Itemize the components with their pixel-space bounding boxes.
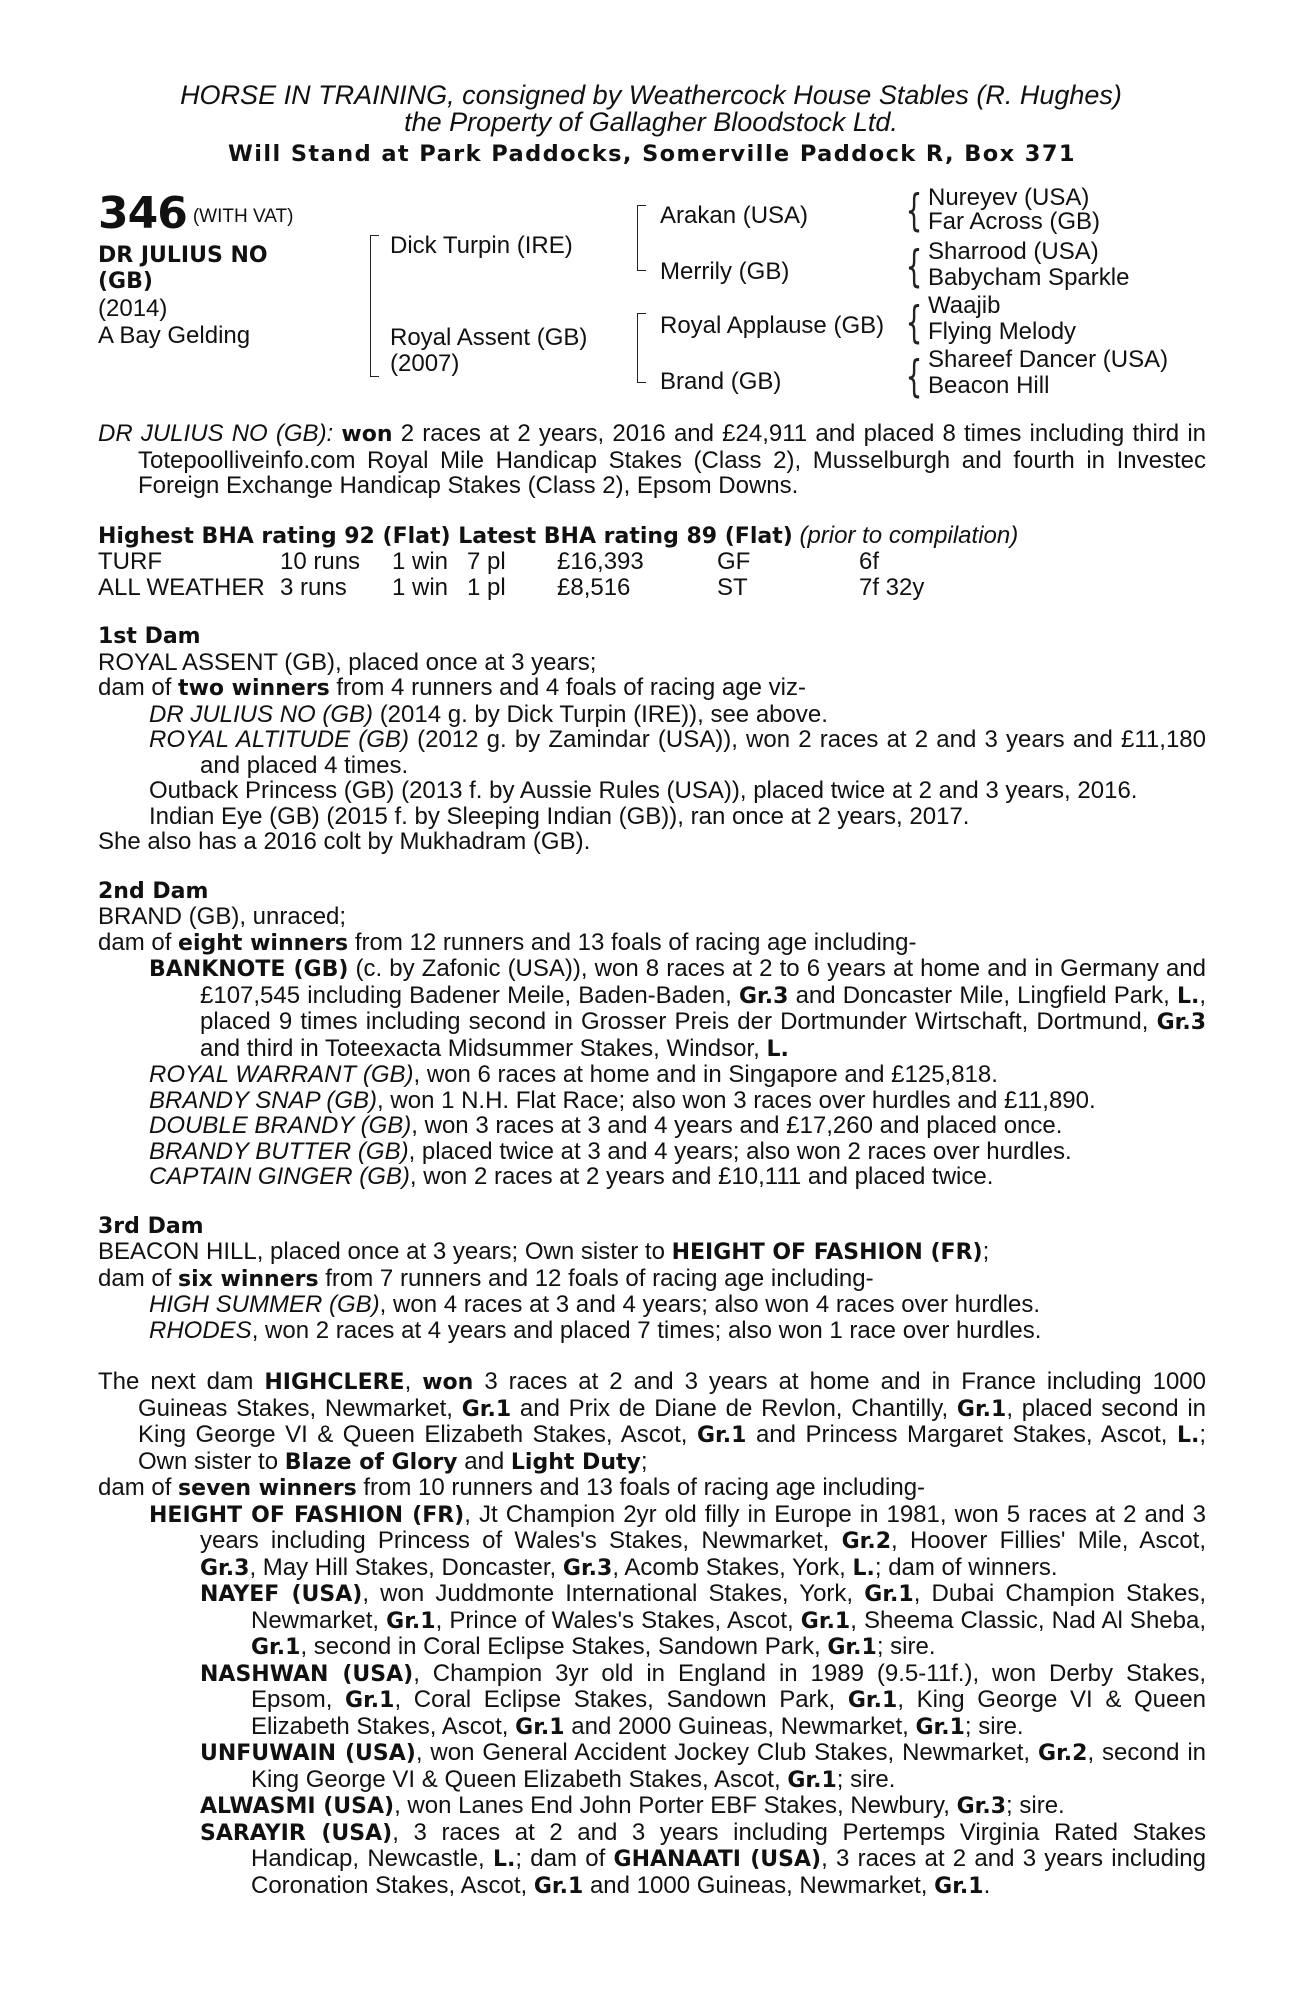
text-run: , 3 races at 2 and 3 years including Coronation Stakes, Ascot, bbox=[251, 1845, 1206, 1899]
summary-horse: DR JULIUS NO (GB): bbox=[98, 420, 334, 447]
surface: ALL WEATHER bbox=[98, 573, 265, 601]
text-run: , won 2 races at 2 years and £10,111 and placed twice. bbox=[409, 1163, 994, 1190]
next-dam-section bbox=[98, 1369, 1206, 1899]
ggp-2: Far Across (GB) bbox=[928, 208, 1101, 235]
text-run: Gr.1 bbox=[251, 1635, 301, 1660]
produce-name: ROYAL WARRANT (GB) bbox=[149, 1061, 414, 1088]
summary-text: 2 races at 2 years, 2016 and £24,911 and placed 8 times including third in Totepoolliveinfo.com Royal Mile Handicap Stakes (Class 2), Musselburgh and fourth in Investec Foreign Exchange Handicap Stakes (Class 2), Epsom Downs. bbox=[138, 420, 1206, 499]
surface: TURF bbox=[98, 548, 162, 575]
produce-text: from 12 runners and 13 foals of racing age including- bbox=[354, 928, 917, 956]
produce-name: HIGH SUMMER (GB) bbox=[149, 1291, 380, 1318]
text-run: Gr.1 bbox=[461, 1396, 512, 1422]
text-run: , King George VI & Queen Elizabeth Stakes, Ascot, bbox=[251, 1686, 1207, 1740]
dam-of-label: dam of bbox=[98, 1264, 172, 1292]
produce-name: DOUBLE BRANDY (GB) bbox=[149, 1112, 412, 1139]
runs: 3 runs bbox=[280, 573, 347, 601]
text-run: won bbox=[422, 1370, 474, 1395]
produce-item bbox=[149, 1502, 1206, 1582]
text-run: Gr.1 bbox=[787, 1767, 837, 1793]
text-run: Gr.3 bbox=[1156, 1010, 1206, 1035]
second-dam-section bbox=[98, 879, 1206, 1190]
text-run: L. bbox=[852, 1555, 875, 1581]
first-dam-line: ROYAL ASSENT (GB), placed once at 3 years; bbox=[98, 648, 597, 676]
consignor-line: HORSE IN TRAINING, consigned by Weathercock House Stables (R. Hughes) bbox=[180, 80, 1122, 110]
text-run: , 3 races at 2 and 3 years including Pertemps Virginia Rated Stakes Handicap, Newcastle, bbox=[251, 1818, 1207, 1872]
text-run: GHANAATI (USA) bbox=[613, 1847, 822, 1872]
text-run: Blaze of Glory bbox=[284, 1449, 458, 1475]
produce-item bbox=[200, 1581, 1206, 1661]
dam-year: (2007) bbox=[390, 350, 460, 377]
second-dam-produce bbox=[98, 930, 1206, 957]
brace-1: { bbox=[905, 185, 923, 236]
text-run: Gr.1 bbox=[515, 1714, 565, 1740]
text-run: , Jt Champion 2yr old filly in Europe in 1981, won 5 races at 2 and 3 years including Princess of Wales's Stakes, Newmarket, bbox=[200, 1500, 1206, 1554]
horse-origin: (GB) bbox=[98, 269, 153, 294]
ggp-7: Shareef Dancer (USA) bbox=[928, 346, 1169, 373]
third-dam-section bbox=[98, 1214, 1206, 1344]
horse-description: A Bay Gelding bbox=[98, 322, 251, 349]
text-run: and third in Toteexacta Midsummer Stakes, Windsor, bbox=[200, 1034, 760, 1062]
produce-item: Outback Princess (GB) (2013 f. by Aussie Rules (USA)), placed twice at 2 and 3 years, 2016. bbox=[149, 777, 1138, 804]
text-run: , won 6 races at home and in Singapore and £125,818. bbox=[413, 1061, 998, 1088]
text-run: Light Duty bbox=[510, 1449, 641, 1475]
text-run: ; sire. bbox=[876, 1633, 936, 1660]
first-dam-section bbox=[98, 624, 1206, 855]
text-run: Gr.1 bbox=[915, 1714, 965, 1740]
text-run: ; sire. bbox=[964, 1712, 1024, 1740]
produce-name: NASHWAN (USA) bbox=[200, 1661, 414, 1687]
text-run: ; dam of winners. bbox=[874, 1553, 1058, 1581]
text-run: 3 races at 2 and 3 years at home and in France including 1000 Guineas Stakes, Newmarket, bbox=[138, 1368, 1207, 1422]
produce-name: ALWASMI (USA) bbox=[200, 1794, 395, 1819]
produce-name: CAPTAIN GINGER (GB) bbox=[149, 1163, 410, 1190]
text-run: , Champion 3yr old in England in 1989 (9.5-11f.), won Derby Stakes, Epsom, bbox=[251, 1659, 1207, 1713]
sire-dam-bracket bbox=[370, 235, 379, 377]
text-run: Gr.1 bbox=[864, 1582, 914, 1607]
brace-4: { bbox=[905, 351, 923, 402]
ratings-heading: Highest BHA rating 92 (Flat) Latest BHA rating 89 (Flat) bbox=[98, 523, 793, 549]
third-dam-heading: 3rd Dam bbox=[98, 1213, 204, 1239]
text-run: , placed twice at 3 and 4 years; also won 2 races over hurdles. bbox=[408, 1137, 1072, 1165]
text-run: ; bbox=[640, 1447, 648, 1475]
produce-detail: (2012 g. by Zamindar (USA)), won 2 races at 2 and 3 years and £11,180 and placed 4 times. bbox=[200, 726, 1206, 779]
property-line: the Property of Gallagher Bloodstock Ltd. bbox=[404, 107, 898, 137]
next-dam-name: HIGHCLERE bbox=[264, 1370, 405, 1395]
produce-item bbox=[149, 1164, 1206, 1190]
distance: 7f 32y bbox=[859, 573, 925, 601]
text-run: , second in King George VI & Queen Elizabeth Stakes, Ascot, bbox=[251, 1739, 1207, 1793]
first-dam-produce bbox=[98, 675, 1206, 702]
text-run: , placed 9 times including second in Grosser Preis der Dortmunder Wirtschaft, Dortmund, bbox=[200, 981, 1207, 1035]
text-run: , Prince of Wales's Stakes, Ascot, bbox=[435, 1606, 794, 1634]
text-run: , Acomb Stakes, York, bbox=[612, 1553, 846, 1581]
ggp-6: Flying Melody bbox=[928, 318, 1077, 345]
text-run: Gr.1 bbox=[800, 1608, 851, 1634]
lot-number: 346 bbox=[98, 188, 187, 239]
text-run: Gr.1 bbox=[386, 1608, 436, 1634]
dam-of-label: dam of bbox=[98, 928, 172, 956]
produce-name: BRANDY SNAP (GB) bbox=[149, 1086, 378, 1114]
sire-dam: Merrily (GB) bbox=[660, 258, 790, 285]
produce-name: BRANDY BUTTER (GB) bbox=[149, 1137, 409, 1165]
text-run: Gr.3 bbox=[562, 1555, 613, 1581]
sire-parents-bracket bbox=[637, 205, 646, 271]
text-run: Gr.2 bbox=[1038, 1741, 1088, 1766]
ggp-3: Sharrood (USA) bbox=[928, 238, 1099, 265]
text-run: (c. by Zafonic (USA)), won 8 races at 2 to 6 years at home and in Germany and £107,545 including Badener Meile, Baden-Baden, bbox=[200, 955, 1207, 1009]
winners-count: seven winners bbox=[178, 1476, 357, 1501]
sire-sire: Arakan (USA) bbox=[660, 202, 809, 229]
produce-item bbox=[149, 1139, 1206, 1165]
text-run: ; sire. bbox=[836, 1765, 896, 1793]
text-run: Gr.3 bbox=[738, 983, 789, 1009]
text-run: ; Own sister to bbox=[138, 1421, 1207, 1475]
produce-name: RHODES bbox=[149, 1316, 252, 1344]
produce-item bbox=[149, 1113, 1206, 1139]
text-run: , May Hill Stakes, Doncaster, bbox=[249, 1553, 557, 1581]
going: ST bbox=[717, 573, 748, 601]
text-run: Gr.1 bbox=[934, 1873, 984, 1899]
produce-item bbox=[149, 702, 1206, 728]
lot-info bbox=[98, 188, 294, 349]
sire: Dick Turpin (IRE) bbox=[390, 232, 573, 259]
text-run: Gr.2 bbox=[841, 1529, 892, 1554]
next-dam-produce bbox=[98, 1475, 1206, 1502]
text-run: , won 1 N.H. Flat Race; also won 3 races over hurdles and £11,890. bbox=[377, 1086, 1096, 1114]
text-run: , Dubai Champion Stakes, Newmarket, bbox=[251, 1580, 1207, 1634]
dam: Royal Assent (GB) bbox=[390, 324, 588, 351]
text-run: ; bbox=[982, 1238, 990, 1265]
going: GF bbox=[717, 548, 751, 575]
produce-text: from 4 runners and 4 foals of racing age viz- bbox=[336, 674, 806, 701]
produce-item bbox=[200, 1740, 1206, 1793]
placed: 7 pl bbox=[467, 548, 506, 575]
text-run: Gr.1 bbox=[956, 1396, 1007, 1422]
text-run: , won General Accident Jockey Club Stakes, Newmarket, bbox=[415, 1739, 1031, 1766]
text-run: and Prix de Diane de Revlon, Chantilly, bbox=[519, 1394, 949, 1422]
produce-item bbox=[149, 956, 1206, 1062]
text-run: Gr.1 bbox=[827, 1635, 877, 1660]
produce-name: UNFUWAIN (USA) bbox=[200, 1741, 416, 1766]
wins: 1 win bbox=[392, 548, 449, 575]
text-run: , won Lanes End John Porter EBF Stakes, Newbury, bbox=[394, 1792, 950, 1819]
text-run: Gr.1 bbox=[847, 1688, 898, 1713]
text-run: , Sheema Classic, Nad Al Sheba, bbox=[850, 1606, 1206, 1634]
ratings-note: (prior to compilation) bbox=[799, 521, 1019, 549]
text-run: and 1000 Guineas, Newmarket, bbox=[589, 1871, 928, 1899]
produce-name: HEIGHT OF FASHION (FR) bbox=[149, 1502, 465, 1528]
text-run: , won 4 races at 3 and 4 years; also won 4 races over hurdles. bbox=[379, 1291, 1041, 1318]
text-run: Gr.1 bbox=[345, 1688, 395, 1713]
summary-won: won bbox=[341, 422, 393, 447]
produce-item bbox=[200, 1820, 1206, 1900]
next-dam-line: The next dam HIGHCLERE, won 3 races at 2 and 3 years at home and in France including 1000 Guineas Stakes, Newmarket, Gr.1 and Prix de Diane de Revlon, Chantilly, Gr.1, placed second in King George VI & Queen Elizabeth Stakes, Ascot, Gr.1 and Princess Margaret Stakes, Ascot, L.; Own sister to Blaze of Glory and Light Duty; bbox=[98, 1368, 1207, 1475]
produce-item bbox=[149, 1318, 1206, 1344]
produce-text: from 7 runners and 12 foals of racing age including- bbox=[325, 1264, 874, 1292]
produce-name: ROYAL ALTITUDE (GB) bbox=[149, 726, 409, 753]
second-dam-line: BRAND (GB), unraced; bbox=[98, 903, 347, 930]
foal-year: (2014) bbox=[98, 295, 168, 322]
text-run: HEIGHT OF FASHION (FR) bbox=[671, 1240, 983, 1265]
produce-name: SARAYIR (USA) bbox=[200, 1820, 393, 1846]
text-run: , Coral Eclipse Stakes, Sandown Park, bbox=[394, 1686, 836, 1713]
winners-count: six winners bbox=[178, 1266, 319, 1292]
produce-name: BANKNOTE (GB) bbox=[149, 957, 349, 982]
text-run: Gr.1 bbox=[696, 1423, 747, 1448]
wins: 1 win bbox=[392, 573, 449, 601]
text-run: from 10 runners and 13 foals of racing age including- bbox=[363, 1474, 926, 1501]
produce-name: DR JULIUS NO (GB) bbox=[149, 700, 374, 728]
ggp-1: Nureyev (USA) bbox=[928, 184, 1090, 211]
text-run: L. bbox=[766, 1036, 789, 1062]
produce-item bbox=[149, 1062, 1206, 1088]
second-dam-heading: 2nd Dam bbox=[98, 878, 209, 904]
winners-count: eight winners bbox=[178, 930, 349, 956]
dam-of-label: dam of bbox=[98, 674, 172, 701]
placed: 1 pl bbox=[467, 573, 506, 601]
ggp-5: Waajib bbox=[928, 292, 1001, 319]
prize: £16,393 bbox=[557, 548, 644, 575]
text-run: , placed second in King George VI & Queen Elizabeth Stakes, Ascot, bbox=[138, 1394, 1207, 1448]
produce-item bbox=[200, 1793, 1206, 1820]
third-dam-produce bbox=[98, 1266, 1206, 1293]
horse-name: DR JULIUS NO bbox=[98, 243, 268, 268]
text-run: dam of bbox=[98, 1474, 172, 1501]
text-run: L. bbox=[1176, 1423, 1200, 1448]
race-summary bbox=[98, 421, 1206, 499]
ggp-4: Babycham Sparkle bbox=[928, 264, 1130, 291]
produce-name: NAYEF (USA) bbox=[200, 1582, 363, 1607]
dam-parents-bracket bbox=[637, 313, 646, 383]
dam-dam: Brand (GB) bbox=[660, 368, 782, 395]
text-run: , won 2 races at 4 years and placed 7 times; also won 1 race over hurdles. bbox=[251, 1316, 1042, 1344]
produce-item bbox=[149, 727, 1206, 778]
third-dam-line bbox=[98, 1239, 1206, 1266]
produce-item bbox=[149, 1088, 1206, 1114]
dam-sire: Royal Applause (GB) bbox=[660, 312, 885, 339]
text-run: L. bbox=[1176, 983, 1200, 1009]
text-run: . bbox=[983, 1871, 991, 1899]
text-run: Gr.3 bbox=[200, 1555, 250, 1581]
prize: £8,516 bbox=[557, 573, 631, 601]
also-has-line: She also has a 2016 colt by Mukhadram (GB). bbox=[98, 828, 591, 855]
first-dam-heading: 1st Dam bbox=[98, 624, 201, 649]
produce-item bbox=[149, 1292, 1206, 1318]
stand-line: Will Stand at Park Paddocks, Somerville Paddock R, Box 371 bbox=[228, 141, 1076, 167]
text-run: , second in Coral Eclipse Stakes, Sandown Park, bbox=[300, 1633, 821, 1660]
text-run: ; dam of bbox=[515, 1845, 606, 1872]
text-run: and 2000 Guineas, Newmarket, bbox=[571, 1712, 909, 1740]
text-run: and Princess Margaret Stakes, Ascot, bbox=[755, 1421, 1168, 1448]
produce-item: Indian Eye (GB) (2015 f. by Sleeping Indian (GB)), ran once at 2 years, 2017. bbox=[149, 802, 970, 830]
vat-note: (WITH VAT) bbox=[192, 206, 294, 227]
text-run: ; sire. bbox=[1006, 1792, 1065, 1819]
text-run: and bbox=[464, 1447, 505, 1475]
text-run: , won Juddmonte International Stakes, York, bbox=[362, 1580, 854, 1607]
text-run: L. bbox=[492, 1847, 516, 1872]
text-run: Gr.3 bbox=[956, 1794, 1007, 1819]
text-run: and Doncaster Mile, Lingfield Park, bbox=[795, 981, 1170, 1009]
text-run: The next dam bbox=[98, 1368, 254, 1395]
brace-3: { bbox=[905, 297, 923, 348]
ratings-section bbox=[98, 523, 1206, 601]
produce-item bbox=[200, 1661, 1206, 1741]
text-run: , won 3 races at 3 and 4 years and £17,260 and placed once. bbox=[411, 1112, 1063, 1139]
text-run: , Hoover Fillies' Mile, Ascot, bbox=[891, 1527, 1207, 1554]
ratings-row-turf bbox=[98, 549, 1206, 575]
distance: 6f bbox=[859, 548, 880, 575]
brace-2: { bbox=[905, 241, 923, 292]
pedigree-block bbox=[98, 184, 1206, 407]
winners-count: two winners bbox=[178, 676, 330, 701]
ggp-8: Beacon Hill bbox=[928, 372, 1050, 399]
text-run: BEACON HILL, placed once at 3 years; Own sister to bbox=[98, 1238, 665, 1265]
text-run: Gr.1 bbox=[533, 1873, 584, 1899]
catalogue-page bbox=[98, 82, 1206, 1899]
ratings-row-aw bbox=[98, 575, 1206, 601]
runs: 10 runs bbox=[280, 548, 361, 575]
produce-detail: (2014 g. by Dick Turpin (IRE)), see above. bbox=[379, 700, 828, 728]
